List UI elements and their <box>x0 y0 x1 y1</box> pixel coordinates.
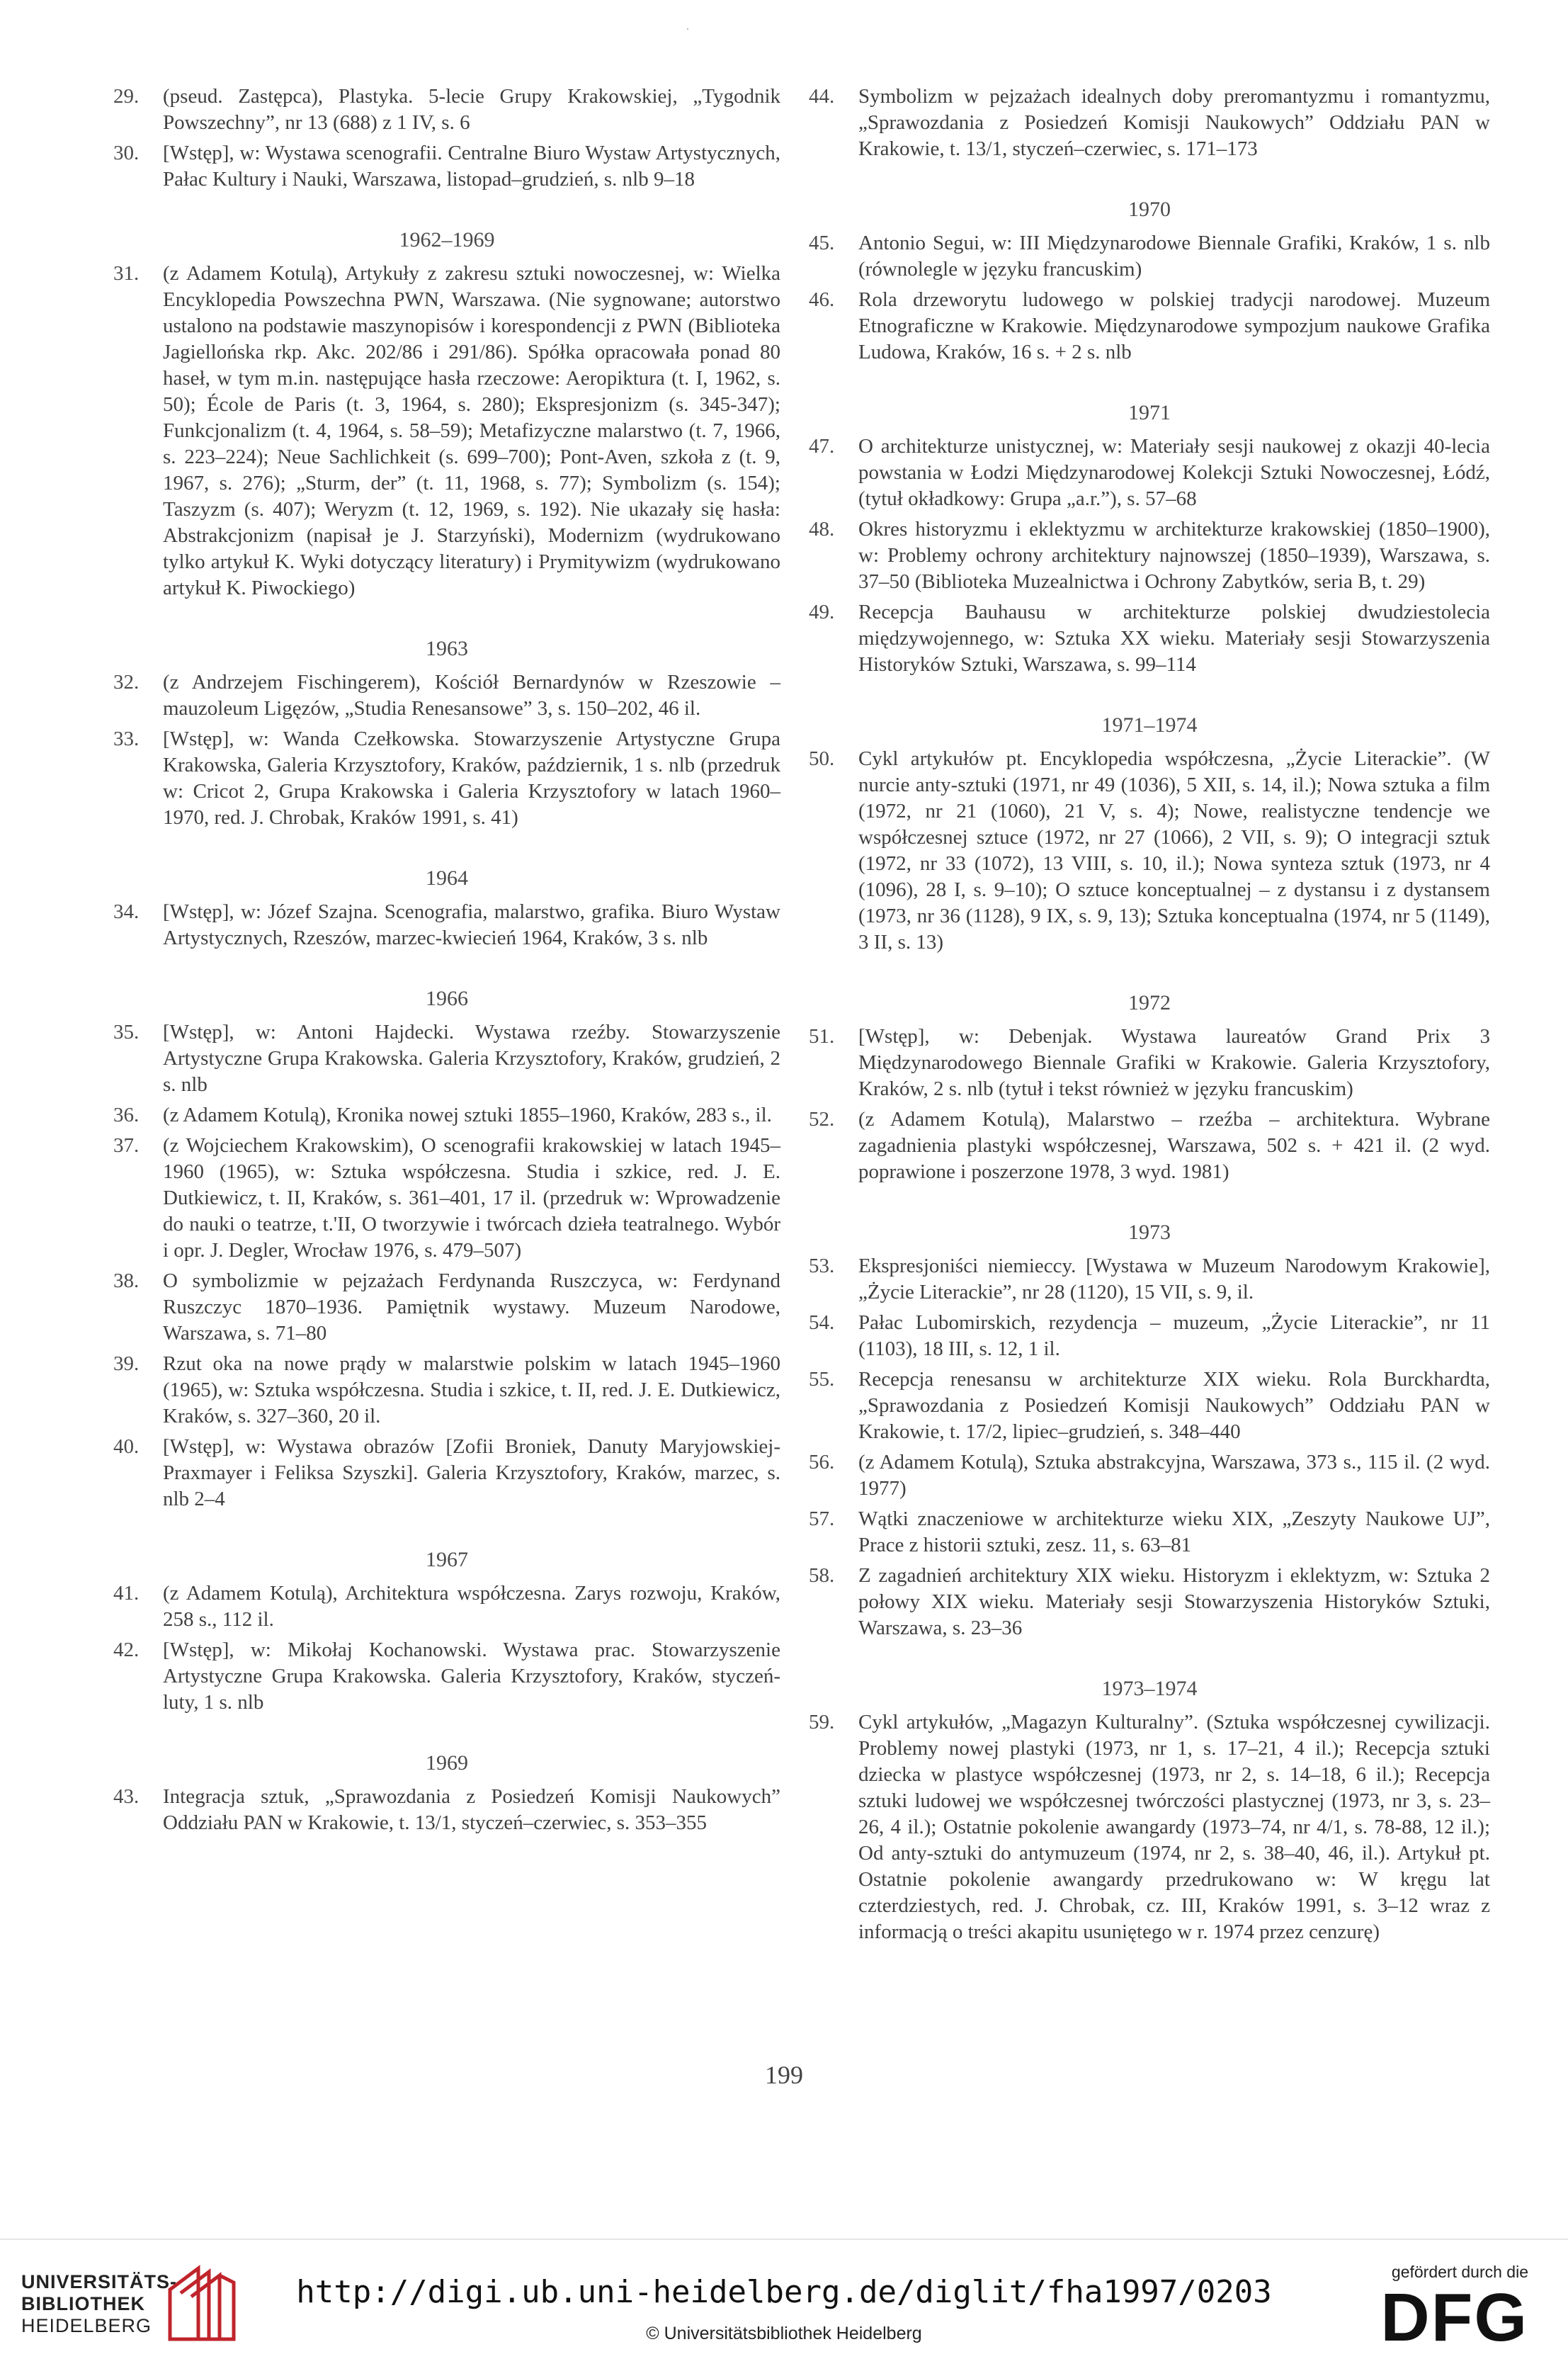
entry-text: [Wstęp], w: Debenjak. Wystawa laureatów Grand Prix 3 Międzynarodowego Biennale Grafiki w Krakowie. Galeria Krzysztofory, Kraków, 2 s. nlb (tytuł i tekst również w języku francuskim) <box>858 1025 1490 1100</box>
bibliography-entry <box>809 1563 1490 1641</box>
bibliography-entry <box>809 287 1490 366</box>
entry-number: 40. <box>113 1435 140 1458</box>
bibliography-entry <box>809 84 1490 162</box>
entry-number: 32. <box>113 671 140 694</box>
bibliography-entry <box>809 1310 1490 1362</box>
entry-number: 57. <box>809 1507 835 1530</box>
bibliography-entry <box>113 1102 780 1128</box>
right-column <box>809 84 1490 1950</box>
entry-number: 51. <box>809 1025 835 1048</box>
entry-number: 59. <box>809 1711 835 1733</box>
entry-text: [Wstęp], w: Mikołaj Kochanowski. Wystawa prac. Stowarzyszenie Artystyczne Grupa Krakowska. Galeria Krzysztofory, Kraków, styczeń-luty, 1 s. nlb <box>163 1639 780 1714</box>
entry-number: 45. <box>809 232 835 254</box>
entry-text: [Wstęp], w: Wanda Czełkowska. Stowarzyszenie Artystyczne Grupa Krakowska, Galeria Krzysztofory, Kraków, październik, 1 s. nlb (przedruk w: Cricot 2, Grupa Krakowska i Galeria Krzysztofory w latach 1960–1970, red. J. Chrobak, Kraków 1991, s. 41) <box>163 728 780 829</box>
year-heading: 1973 <box>1128 1221 1171 1244</box>
year-heading: 1972 <box>1128 991 1171 1014</box>
entry-text: Integracja sztuk, „Sprawozdania z Posiedzeń Komisji Naukowych” Oddziału PAN w Krakowie, t. 13/1, styczeń–czerwiec, s. 353–355 <box>163 1785 780 1834</box>
year-heading: 1969 <box>426 1751 468 1775</box>
entry-number: 29. <box>113 85 140 108</box>
entry-number: 42. <box>113 1639 140 1661</box>
entry-text: O architekturze unistycznej, w: Materiały sesji naukowej z okazji 40-lecia powstania w Łodzi Międzynarodowej Kolekcji Sztuki Nowoczesnej, Łódź, (tytuł okładkowy: Grupa „a.r.”), s. 57–68 <box>858 435 1490 510</box>
year-heading: 1967 <box>426 1548 468 1571</box>
library-name-line3: HEIDELBERG <box>21 2315 152 2336</box>
entry-number: 39. <box>113 1352 140 1375</box>
entry-text: (z Adamem Kotulą), Sztuka abstrakcyjna, Warszawa, 373 s., 115 il. (2 wyd. 1977) <box>858 1451 1490 1500</box>
copyright-notice: © Universitätsbibliothek Heidelberg <box>646 2324 922 2343</box>
bibliography-entry <box>113 1637 780 1716</box>
year-heading: 1964 <box>426 866 468 890</box>
entry-number: 37. <box>113 1134 140 1157</box>
entry-number: 33. <box>113 728 140 750</box>
bibliography-entry <box>113 669 780 722</box>
entry-number: 44. <box>809 85 835 108</box>
entry-number: 47. <box>809 435 835 458</box>
bibliography-entry <box>113 1133 780 1264</box>
entry-text: Rola drzeworytu ludowego w polskiej tradycji narodowej. Muzeum Etnograficzne w Krakowie. Międzynarodowe sympozjum naukowe Grafika Ludowa, Kraków, 16 s. + 2 s. nlb <box>858 288 1490 363</box>
entry-text: Recepcja Bauhausu w architekturze polskiej dwudziestolecia międzywojennego, w: Sztuka XX wieku. Materiały sesji Stowarzyszenia Historyków Sztuki, Warszawa, s. 99–114 <box>858 601 1490 676</box>
bibliography-entry <box>809 516 1490 595</box>
entry-text: Symbolizm w pejzażach idealnych doby preromantyzmu i romantyzmu, „Sprawozdania z Posiedzeń Komisji Naukowych” Oddziału PAN w Krakowie, t. 13/1, styczeń–czerwiec, s. 171–173 <box>858 85 1490 160</box>
entry-text: (pseud. Zastępca), Plastyka. 5-lecie Grupy Krakowskiej, „Tygodnik Powszechny”, nr 13 (688) z 1 IV, s. 6 <box>163 85 780 134</box>
entry-text: [Wstęp], w: Wystawa obrazów [Zofii Broniek, Danuty Maryjowskiej-Praxmayer i Feliksa Szyszki]. Galeria Krzysztofory, Kraków, marzec, s. nlb 2–4 <box>163 1435 780 1510</box>
year-heading: 1966 <box>426 987 468 1010</box>
bibliography-entry <box>809 434 1490 512</box>
year-heading: 1970 <box>1128 198 1171 221</box>
entry-text: [Wstęp], w: Wystawa scenografii. Centralne Biuro Wystaw Artystycznych, Pałac Kultury i Nauki, Warszawa, listopad–grudzień, s. nlb 9–18 <box>163 142 780 191</box>
entry-number: 55. <box>809 1368 835 1391</box>
bibliography-entry <box>113 1434 780 1512</box>
entry-text: [Wstęp], w: Józef Szajna. Scenografia, malarstwo, grafika. Biuro Wystaw Artystycznych, Rzeszów, marzec-kwiecień 1964, Kraków, 3 s. nlb <box>163 900 780 949</box>
bibliography-entry <box>809 746 1490 956</box>
dfg-logo: DFG <box>1380 2280 1528 2355</box>
bibliography-entry <box>113 261 780 601</box>
bibliography-entry <box>809 1024 1490 1102</box>
entry-number: 34. <box>113 900 140 923</box>
bibliography-entry <box>809 1367 1490 1445</box>
entry-number: 41. <box>113 1582 140 1605</box>
footer-bar <box>0 2239 1568 2359</box>
entry-text: O symbolizmie w pejzażach Ferdynanda Ruszczyca, w: Ferdynand Ruszczyc 1870–1936. Pamiętnik wystawy. Muzeum Narodowe, Warszawa, s. 71–80 <box>163 1269 780 1345</box>
entry-text: [Wstęp], w: Antoni Hajdecki. Wystawa rzeźby. Stowarzyszenie Artystyczne Grupa Krakowska. Galeria Krzysztofory, Kraków, grudzień, 2 s. nlb <box>163 1021 780 1096</box>
bibliography-entry <box>809 599 1490 678</box>
entry-number: 49. <box>809 601 835 623</box>
entry-number: 54. <box>809 1311 835 1334</box>
permalink-url[interactable]: http://digi.ub.uni-heidelberg.de/diglit/fha1997/0203 <box>296 2274 1272 2310</box>
entry-text: Rzut oka na nowe prądy w malarstwie polskim w latach 1945–1960 (1965), w: Sztuka współczesna. Studia i szkice, t. II, red. J. E. Dutkiewicz, Kraków, s. 327–360, 20 il. <box>163 1352 780 1427</box>
entry-number: 43. <box>113 1785 140 1808</box>
entry-text: Wątki znaczeniowe w architekturze wieku XIX, „Zeszyty Naukowe UJ”, Prace z historii sztuki, zesz. 11, s. 63–81 <box>858 1507 1490 1556</box>
bibliography-entry <box>113 140 780 193</box>
bibliography-entry <box>113 1019 780 1098</box>
year-heading: 1971 <box>1128 401 1171 424</box>
entry-text: (z Adamem Kotulą), Artykuły z zakresu sztuki nowoczesnej, w: Wielka Encyklopedia Powszechna PWN, Warszawa. (Nie sygnowane; autorstwo ustalono na podstawie maszynopisów i korespondencji z PWN (Biblioteka Jagiellońska rkp. Akc. 202/86 i 291/86). Spółka opracowała ponad 80 haseł, w tym m.in. następujące hasła rzeczowe: Aeropiktura (t. I, 1962, s. 50); École de Paris (t. 3, 1964, s. 280); Ekspresjonizm (s. 345-347); Funkcjonalizm (t. 4, 1964, s. 58–59); Metafizyczne malarstwo (t. 7, 1966, s. 223–224); Neue Sachlichkeit (s. 699–700); Pont-Aven, szkoła z (t. 9, 1967, s. 276); „Sturm, der” (t. 11, 1968, s. 77); Symbolizm (s. 154); Taszyzm (s. 407); Weryzm (t. 12, 1969, s. 192). Nie ukazały się hasła: Abstrakcjonizm (napisał je J. Starzyński), Modernizm (wydrukowano tylko artykuł K. Wyki dotyczący literatury) i Prymitywizm (wydrukowano artykuł K. Piwockiego) <box>163 262 780 599</box>
bibliography-entry <box>809 1449 1490 1502</box>
bibliography-entry <box>809 1506 1490 1558</box>
bibliography-entry <box>809 230 1490 283</box>
year-heading: 1971–1974 <box>1101 713 1198 737</box>
entry-number: 46. <box>809 288 835 311</box>
entry-number: 30. <box>113 142 140 164</box>
entry-text: Recepcja renesansu w architekturze XIX wieku. Rola Burckhardta, „Sprawozdania z Posiedzeń Komisji Naukowych” Oddziału PAN w Krakowie, t. 17/2, lipiec–grudzień, s. 348–440 <box>858 1368 1490 1443</box>
bibliography-entry <box>809 1709 1490 1945</box>
scan-mark <box>687 28 688 30</box>
entry-number: 50. <box>809 747 835 770</box>
entry-text: Okres historyzmu i eklektyzmu w architekturze krakowskiej (1850–1900), w: Problemy ochrony architektury najnowszej (1850–1939), Warszawa, s. 37–50 (Biblioteka Muzealnictwa i Ochrony Zabytków, seria B, t. 29) <box>858 518 1490 593</box>
year-heading: 1963 <box>426 637 468 660</box>
bibliography-entry <box>113 1784 780 1836</box>
entry-number: 35. <box>113 1021 140 1043</box>
entry-number: 36. <box>113 1104 140 1126</box>
entry-text: Pałac Lubomirskich, rezydencja – muzeum, „Życie Literackie”, nr 11 (1103), 18 III, s. 12, 1 il. <box>858 1311 1490 1360</box>
entry-text: (z Wojciechem Krakowskim), O scenografii krakowskiej w latach 1945–1960 (1965), w: Sztuka współczesna. Studia i szkice, red. J. E. Dutkiewicz, t. II, Kraków, s. 361–401, 17 il. (przedruk w: Wprowadzenie do nauki o teatrze, t.'II, O tworzywie i twórcach dzieła teatralnego. Wybór i opr. J. Degler, Wrocław 1976, s. 479–507) <box>163 1134 780 1262</box>
entry-number: 38. <box>113 1269 140 1292</box>
entry-number: 48. <box>809 518 835 541</box>
bibliography-entry <box>113 899 780 951</box>
entry-text: Cykl artykułów pt. Encyklopedia współczesna, „Życie Literackie”. (W nurcie anty-sztuki (1971, nr 49 (1036), 5 XII, s. 14, il.); Nowa sztuka a film (1972, nr 21 (1060), 21 V, s. 4); Nowe, realistyczne tendencje we współczesnej sztuce (1972, nr 27 (1066), 2 VII, s. 9); O integracji sztuk (1972, nr 33 (1072), 13 VIII, s. 10, il.); Nowa synteza sztuk (1973, nr 4 (1096), 28 I, s. 9–10); O sztuce konceptualnej – z dystansu i z dystansem (1973, nr 36 (1128), 9 IX, s. 9, 13); Sztuka konceptualna (1974, nr 5 (1149), 3 II, s. 13) <box>858 747 1490 954</box>
bibliography-entry <box>113 726 780 831</box>
page-number: 199 <box>765 2061 803 2089</box>
entry-number: 53. <box>809 1255 835 1277</box>
entry-text: Antonio Segui, w: III Międzynarodowe Biennale Grafiki, Kraków, 1 s. nlb (równolegle w języku francuskim) <box>858 232 1490 281</box>
entry-text: (z Adamem Kotulą), Malarstwo – rzeźba – architektura. Wybrane zagadnienia plastyki współczesnej, Warszawa, 502 s. + 421 il. (2 wyd. poprawione i poszerzone 1978, 3 wyd. 1981) <box>858 1108 1490 1183</box>
entry-number: 56. <box>809 1451 835 1473</box>
year-heading: 1962–1969 <box>399 228 495 251</box>
funding-note: gefördert durch die <box>1391 2263 1528 2281</box>
entry-text: (z Adamem Kotulą), Kronika nowej sztuki 1855–1960, Kraków, 283 s., il. <box>163 1104 772 1126</box>
left-column <box>113 84 780 1840</box>
bibliography-entry <box>809 1253 1490 1306</box>
bibliography-entry <box>113 1351 780 1430</box>
bibliography-entry <box>113 1580 780 1633</box>
bibliography-entry <box>809 1107 1490 1185</box>
entry-text: (z Adamem Kotulą), Architektura współczesna. Zarys rozwoju, Kraków, 258 s., 112 il. <box>163 1582 780 1631</box>
entry-text: Ekspresjoniści niemieccy. [Wystawa w Muzeum Narodowym Krakowie], „Życie Literackie”, nr 28 (1120), 15 VII, s. 9, il. <box>858 1255 1490 1303</box>
entry-number: 58. <box>809 1564 835 1587</box>
entry-number: 52. <box>809 1108 835 1131</box>
bibliography-entry <box>113 1268 780 1347</box>
bibliography-entry <box>113 84 780 136</box>
library-name-line1: UNIVERSITÄTS- <box>21 2271 178 2292</box>
year-heading: 1973–1974 <box>1101 1677 1198 1700</box>
entry-text: Z zagadnień architektury XIX wieku. Historyzm i eklektyzm, w: Sztuka 2 połowy XIX wieku. Materiały sesji Stowarzyszenia Historyków Sztuki, Warszawa, s. 23–36 <box>858 1564 1490 1639</box>
entry-text: Cykl artykułów, „Magazyn Kulturalny”. (Sztuka współczesnej cywilizacji. Problemy nowej plastyki (1973, nr 1, s. 17–21, 4 il.); Recepcja sztuki dziecka w plastyce współczesnej (1973, nr 2, s. 14–18, 6 il.); Recepcja sztuki ludowej we współczesnej twórczości plastycznej (1973, nr 3, s. 23–26, 4 il.); Ostatnie pokolenie awangardy (1973–74, nr 4/1, s. 78-88, 12 il.); Od anty-sztuki do antymuzeum (1974, nr 2, s. 38–40, 46, il.). Artykuł pt. Ostatnie pokolenie awangardy przedrukowano w: W kręgu lat czterdziestych, red. J. Chrobak, cz. III, Kraków 1991, s. 3–12 wraz z informacją o treści akapitu usuniętego w r. 1974 przez cenzurę) <box>858 1711 1490 1943</box>
library-name-line2: BIBLIOTHEK <box>21 2293 145 2314</box>
entry-number: 31. <box>113 262 140 285</box>
entry-text: (z Andrzejem Fischingerem), Kościół Bernardynów w Rzeszowie – mauzoleum Ligęzów, „Studia Renesansowe” 3, s. 150–202, 46 il. <box>163 671 780 720</box>
